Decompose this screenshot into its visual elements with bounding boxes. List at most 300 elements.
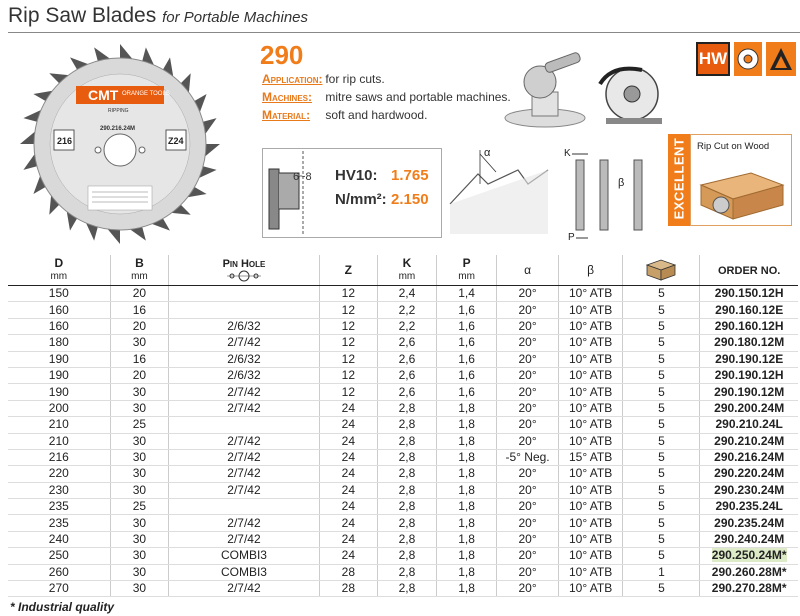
cell-order	[700, 351, 798, 367]
table-row	[8, 367, 798, 383]
cell-b: 25	[110, 417, 169, 433]
cell-k: 2,8	[378, 515, 437, 531]
table-row	[8, 564, 798, 580]
cell-d: 235	[8, 515, 110, 531]
blade-tooth	[205, 144, 220, 156]
order-number: 290.210.24M	[714, 433, 785, 448]
cell-z: 12	[319, 351, 377, 367]
cell-d: 270	[8, 581, 110, 597]
order-number: 290.216.24M	[714, 450, 785, 465]
cell-order	[700, 433, 798, 449]
cell-pin: 2/7/42	[169, 433, 319, 449]
col-d	[8, 255, 110, 286]
cell-k: 2,4	[378, 286, 437, 302]
cell-z: 24	[319, 482, 377, 498]
cell-beta: 10° ATB	[558, 335, 623, 351]
col-pinhole-label: Pin Hole	[222, 257, 266, 270]
cell-alpha: 20°	[497, 302, 558, 318]
cell-alpha: 20°	[497, 367, 558, 383]
cell-p: 1,8	[436, 548, 497, 564]
cell-box: 5	[623, 548, 700, 564]
cell-pin	[169, 417, 319, 433]
saw-blade-image	[18, 36, 223, 250]
cell-box: 5	[623, 286, 700, 302]
table-row	[8, 515, 798, 531]
table-row	[8, 351, 798, 367]
cell-z: 12	[319, 384, 377, 400]
cell-z: 12	[319, 286, 377, 302]
cell-p: 1,6	[436, 335, 497, 351]
cell-order	[700, 515, 798, 531]
cell-box: 5	[623, 499, 700, 515]
hw-badge: HW	[696, 42, 730, 76]
order-number: 290.160.12E	[715, 302, 784, 317]
cell-pin: 2/7/42	[169, 384, 319, 400]
cell-box: 5	[623, 417, 700, 433]
col-pinhole	[169, 255, 319, 286]
col-p-label: P	[462, 256, 471, 270]
cell-box: 5	[623, 318, 700, 334]
cell-alpha: 20°	[497, 384, 558, 400]
cell-z: 12	[319, 367, 377, 383]
cell-d: 190	[8, 367, 110, 383]
cell-order	[700, 581, 798, 597]
col-order	[700, 255, 798, 286]
blade-tooth	[20, 132, 35, 144]
cell-order	[700, 531, 798, 547]
hardness-spec-box	[262, 148, 442, 238]
pinhole-icon	[227, 270, 261, 282]
cell-beta: 10° ATB	[558, 531, 623, 547]
cell-alpha: 20°	[497, 564, 558, 580]
col-alpha	[497, 255, 558, 286]
cell-k: 2,2	[378, 318, 437, 334]
cell-p: 1,8	[436, 433, 497, 449]
cell-box: 5	[623, 400, 700, 416]
cell-alpha: 20°	[497, 400, 558, 416]
cell-alpha: 20°	[497, 335, 558, 351]
cell-z: 24	[319, 548, 377, 564]
table-row	[8, 466, 798, 482]
hv10-label: HV10:	[335, 167, 378, 184]
nmm-value: 2.150	[391, 191, 429, 208]
table-row	[8, 531, 798, 547]
col-b-label: B	[135, 256, 144, 270]
order-number: 290.210.24L	[715, 417, 783, 432]
order-number: 290.190.12M	[714, 384, 785, 399]
beta-symbol: β	[618, 177, 625, 189]
cell-d: 190	[8, 351, 110, 367]
cell-alpha: -5° Neg.	[497, 449, 558, 465]
blade-code: 290.216.24M	[100, 126, 136, 132]
rip-cut-caption: Rip Cut on Wood	[697, 141, 770, 152]
blade-tooth	[120, 44, 132, 59]
cell-k: 2,8	[378, 449, 437, 465]
cell-pin	[169, 499, 319, 515]
blade-pack-icon	[734, 42, 762, 76]
cell-beta: 10° ATB	[558, 367, 623, 383]
col-p	[436, 255, 497, 286]
cell-order	[700, 564, 798, 580]
cell-k: 2,8	[378, 581, 437, 597]
cell-p: 1,6	[436, 318, 497, 334]
cell-z: 24	[319, 499, 377, 515]
info-application-label: Application:	[262, 72, 323, 86]
cell-p: 1,8	[436, 400, 497, 416]
cell-p: 1,8	[436, 499, 497, 515]
table-row	[8, 286, 798, 302]
cell-z: 24	[319, 449, 377, 465]
cell-b: 30	[110, 449, 169, 465]
cell-beta: 15° ATB	[558, 449, 623, 465]
col-beta-label: β	[587, 263, 595, 277]
cell-b: 30	[110, 466, 169, 482]
tooth-profile-icon	[265, 149, 335, 235]
cell-pin	[169, 286, 319, 302]
cell-d: 160	[8, 302, 110, 318]
col-z-label: Z	[344, 263, 353, 277]
table-row	[8, 433, 798, 449]
cell-d: 160	[8, 318, 110, 334]
cell-beta: 10° ATB	[558, 482, 623, 498]
table-row	[8, 335, 798, 351]
cell-pin: 2/7/42	[169, 400, 319, 416]
rip-cut-panel	[690, 134, 792, 226]
info-material-label: Material:	[262, 108, 311, 122]
cell-box: 5	[623, 482, 700, 498]
order-table	[8, 255, 798, 597]
cell-beta: 10° ATB	[558, 499, 623, 515]
cell-order	[700, 449, 798, 465]
order-number: 290.250.24M*	[711, 548, 787, 563]
cell-p: 1,8	[436, 466, 497, 482]
cell-b: 30	[110, 515, 169, 531]
blade-bore	[104, 134, 136, 166]
cell-alpha: 20°	[497, 499, 558, 515]
order-number: 290.235.24M	[714, 515, 785, 530]
cell-z: 28	[319, 564, 377, 580]
cell-order	[700, 417, 798, 433]
order-number: 290.240.24M	[714, 532, 785, 547]
cell-z: 12	[319, 318, 377, 334]
blade-type: RIPPING	[108, 108, 129, 114]
cell-k: 2,8	[378, 433, 437, 449]
cell-d: 240	[8, 531, 110, 547]
cell-k: 2,6	[378, 384, 437, 400]
title-subtitle: for Portable Machines	[162, 9, 308, 26]
cell-box: 5	[623, 384, 700, 400]
col-d-unit: mm	[50, 271, 68, 282]
col-k-label: K	[402, 256, 412, 270]
cell-order	[700, 499, 798, 515]
cell-order	[700, 302, 798, 318]
cell-pin: COMBI3	[169, 564, 319, 580]
cell-z: 24	[319, 417, 377, 433]
cell-p: 1,8	[436, 482, 497, 498]
cell-k: 2,6	[378, 351, 437, 367]
table-row	[8, 302, 798, 318]
order-number: 290.270.28M*	[711, 581, 787, 596]
cell-pin: 2/6/32	[169, 351, 319, 367]
cell-z: 24	[319, 466, 377, 482]
cell-order	[700, 335, 798, 351]
alpha-symbol: α	[484, 147, 491, 159]
cell-box: 5	[623, 367, 700, 383]
col-beta	[558, 255, 623, 286]
cell-alpha: 20°	[497, 286, 558, 302]
cell-order	[700, 384, 798, 400]
cell-pin: 2/7/42	[169, 466, 319, 482]
order-number: 290.200.24M	[714, 400, 785, 415]
cell-b: 30	[110, 531, 169, 547]
cell-beta: 10° ATB	[558, 318, 623, 334]
cell-alpha: 20°	[497, 417, 558, 433]
order-number: 290.230.24M	[714, 482, 785, 497]
cell-d: 220	[8, 466, 110, 482]
cell-order	[700, 482, 798, 498]
cell-k: 2,8	[378, 466, 437, 482]
cell-b: 30	[110, 482, 169, 498]
cell-d: 180	[8, 335, 110, 351]
cell-k: 2,6	[378, 367, 437, 383]
order-number: 290.180.12M	[714, 335, 785, 350]
cell-z: 12	[319, 335, 377, 351]
col-k-unit: mm	[398, 271, 416, 282]
cell-alpha: 20°	[497, 351, 558, 367]
cell-alpha: 20°	[497, 482, 558, 498]
cell-beta: 10° ATB	[558, 515, 623, 531]
cell-k: 2,6	[378, 335, 437, 351]
cell-pin: 2/7/42	[169, 335, 319, 351]
table-row	[8, 482, 798, 498]
cell-box: 1	[623, 564, 700, 580]
cell-p: 1,8	[436, 581, 497, 597]
cell-b: 30	[110, 581, 169, 597]
cell-alpha: 20°	[497, 515, 558, 531]
cell-d: 200	[8, 400, 110, 416]
col-b-unit: mm	[131, 271, 148, 282]
col-p-unit: mm	[458, 271, 475, 282]
cell-p: 1,6	[436, 302, 497, 318]
col-order-label: ORDER NO.	[718, 264, 781, 277]
cell-p: 1,4	[436, 286, 497, 302]
cell-pin: 2/7/42	[169, 581, 319, 597]
blade-tooth	[108, 229, 120, 244]
header-divider	[8, 32, 800, 33]
tooth-geometry-diagram	[448, 144, 658, 244]
cell-z: 24	[319, 400, 377, 416]
order-number: 290.160.12H	[714, 318, 784, 333]
cell-p: 1,8	[436, 515, 497, 531]
cell-d: 190	[8, 384, 110, 400]
cell-beta: 10° ATB	[558, 548, 623, 564]
cell-b: 30	[110, 335, 169, 351]
cell-p: 1,6	[436, 351, 497, 367]
cell-d: 210	[8, 417, 110, 433]
info-material-value: soft and hardwood.	[325, 108, 428, 122]
cell-d: 230	[8, 482, 110, 498]
info-machines	[262, 90, 511, 104]
cell-p: 1,8	[436, 449, 497, 465]
p-symbol: P	[568, 232, 575, 243]
cell-d: 235	[8, 499, 110, 515]
col-alpha-label: α	[524, 263, 532, 277]
tooth-dim-label: 6~8	[293, 171, 312, 183]
cell-z: 24	[319, 531, 377, 547]
order-number: 290.190.12E	[715, 351, 784, 366]
table-row	[8, 318, 798, 334]
cell-b: 20	[110, 367, 169, 383]
info-application	[262, 72, 385, 86]
cell-k: 2,8	[378, 499, 437, 515]
cell-box: 5	[623, 466, 700, 482]
cell-z: 24	[319, 433, 377, 449]
cell-k: 2,8	[378, 531, 437, 547]
cell-k: 2,8	[378, 417, 437, 433]
table-row	[8, 449, 798, 465]
footnote: * Industrial quality	[10, 600, 115, 614]
cell-d: 216	[8, 449, 110, 465]
cell-box: 5	[623, 335, 700, 351]
order-number: 290.150.12H	[714, 286, 784, 301]
hv10-value: 1.765	[391, 167, 429, 184]
cell-box: 5	[623, 515, 700, 531]
table-row	[8, 548, 798, 564]
table-row	[8, 499, 798, 515]
info-material	[262, 108, 427, 122]
order-number: 290.260.28M*	[711, 564, 787, 579]
table-row	[8, 400, 798, 416]
order-number: 290.235.24L	[715, 499, 783, 514]
cell-p: 1,6	[436, 367, 497, 383]
cell-box: 5	[623, 449, 700, 465]
cell-box: 5	[623, 351, 700, 367]
order-number: 290.190.12H	[714, 368, 784, 383]
col-d-label: D	[54, 256, 64, 270]
col-k	[378, 255, 437, 286]
cell-k: 2,8	[378, 400, 437, 416]
cell-beta: 10° ATB	[558, 564, 623, 580]
cell-alpha: 20°	[497, 548, 558, 564]
cell-order	[700, 286, 798, 302]
coating-icon	[766, 42, 796, 76]
cell-k: 2,8	[378, 548, 437, 564]
wood-block-icon	[691, 155, 791, 225]
table-row	[8, 581, 798, 597]
cell-b: 30	[110, 384, 169, 400]
circular-saw-icon	[592, 54, 672, 134]
cell-b: 30	[110, 564, 169, 580]
cell-alpha: 20°	[497, 531, 558, 547]
cell-b: 16	[110, 302, 169, 318]
series-number: 290	[260, 40, 304, 70]
cell-beta: 10° ATB	[558, 581, 623, 597]
cell-beta: 10° ATB	[558, 433, 623, 449]
col-b	[110, 255, 169, 286]
cell-alpha: 20°	[497, 433, 558, 449]
cell-p: 1,8	[436, 417, 497, 433]
cell-box: 5	[623, 433, 700, 449]
nmm-label: N/mm²:	[335, 191, 387, 208]
blade-brand-sub: ORANGE TOOLS	[122, 91, 170, 97]
cell-order	[700, 400, 798, 416]
box-icon	[643, 257, 679, 281]
excellent-badge	[668, 134, 690, 226]
table-row	[8, 384, 798, 400]
cell-alpha: 20°	[497, 581, 558, 597]
table-row	[8, 417, 798, 433]
cell-k: 2,8	[378, 482, 437, 498]
cell-alpha: 20°	[497, 466, 558, 482]
cell-b: 25	[110, 499, 169, 515]
cell-pin: 2/6/32	[169, 318, 319, 334]
info-application-value: for rip cuts.	[325, 72, 385, 86]
cell-z: 12	[319, 302, 377, 318]
cell-k: 2,2	[378, 302, 437, 318]
order-number: 290.220.24M	[714, 466, 785, 481]
blade-brand-text: CMT	[88, 87, 119, 103]
cell-order	[700, 466, 798, 482]
cell-d: 260	[8, 564, 110, 580]
cell-alpha: 20°	[497, 318, 558, 334]
cell-k: 2,8	[378, 564, 437, 580]
page-title	[8, 4, 308, 28]
cell-beta: 10° ATB	[558, 400, 623, 416]
cell-p: 1,6	[436, 384, 497, 400]
table-body	[8, 286, 798, 597]
cell-pin: 2/7/42	[169, 449, 319, 465]
cell-order	[700, 367, 798, 383]
cell-beta: 10° ATB	[558, 302, 623, 318]
cell-d: 150	[8, 286, 110, 302]
cell-b: 20	[110, 318, 169, 334]
cell-box: 5	[623, 531, 700, 547]
cell-order	[700, 548, 798, 564]
info-machines-label: Machines:	[262, 90, 312, 104]
k-symbol: K	[564, 148, 571, 159]
mitre-saw-icon	[500, 52, 590, 132]
cell-b: 30	[110, 433, 169, 449]
info-machines-value: mitre saws and portable machines.	[325, 90, 511, 104]
cell-pin: COMBI3	[169, 548, 319, 564]
col-pack	[623, 255, 700, 286]
cell-beta: 10° ATB	[558, 286, 623, 302]
excellent-label: EXCELLENT	[671, 137, 687, 220]
cell-box: 5	[623, 302, 700, 318]
cell-pin: 2/7/42	[169, 515, 319, 531]
blade-teeth-count: Z24	[168, 136, 184, 146]
cell-b: 30	[110, 400, 169, 416]
cell-pin: 2/7/42	[169, 482, 319, 498]
cell-beta: 10° ATB	[558, 466, 623, 482]
cell-pin: 2/7/42	[169, 531, 319, 547]
cell-beta: 10° ATB	[558, 384, 623, 400]
cell-d: 210	[8, 433, 110, 449]
cell-order	[700, 318, 798, 334]
blade-diameter: 216	[57, 136, 73, 146]
cell-b: 30	[110, 548, 169, 564]
cell-z: 28	[319, 581, 377, 597]
cell-box: 5	[623, 581, 700, 597]
table-header-row	[8, 255, 798, 286]
title-main: Rip Saw Blades	[8, 4, 157, 27]
cell-p: 1,8	[436, 564, 497, 580]
cell-beta: 10° ATB	[558, 351, 623, 367]
cell-b: 16	[110, 351, 169, 367]
cell-pin	[169, 302, 319, 318]
cell-beta: 10° ATB	[558, 417, 623, 433]
cell-z: 24	[319, 515, 377, 531]
